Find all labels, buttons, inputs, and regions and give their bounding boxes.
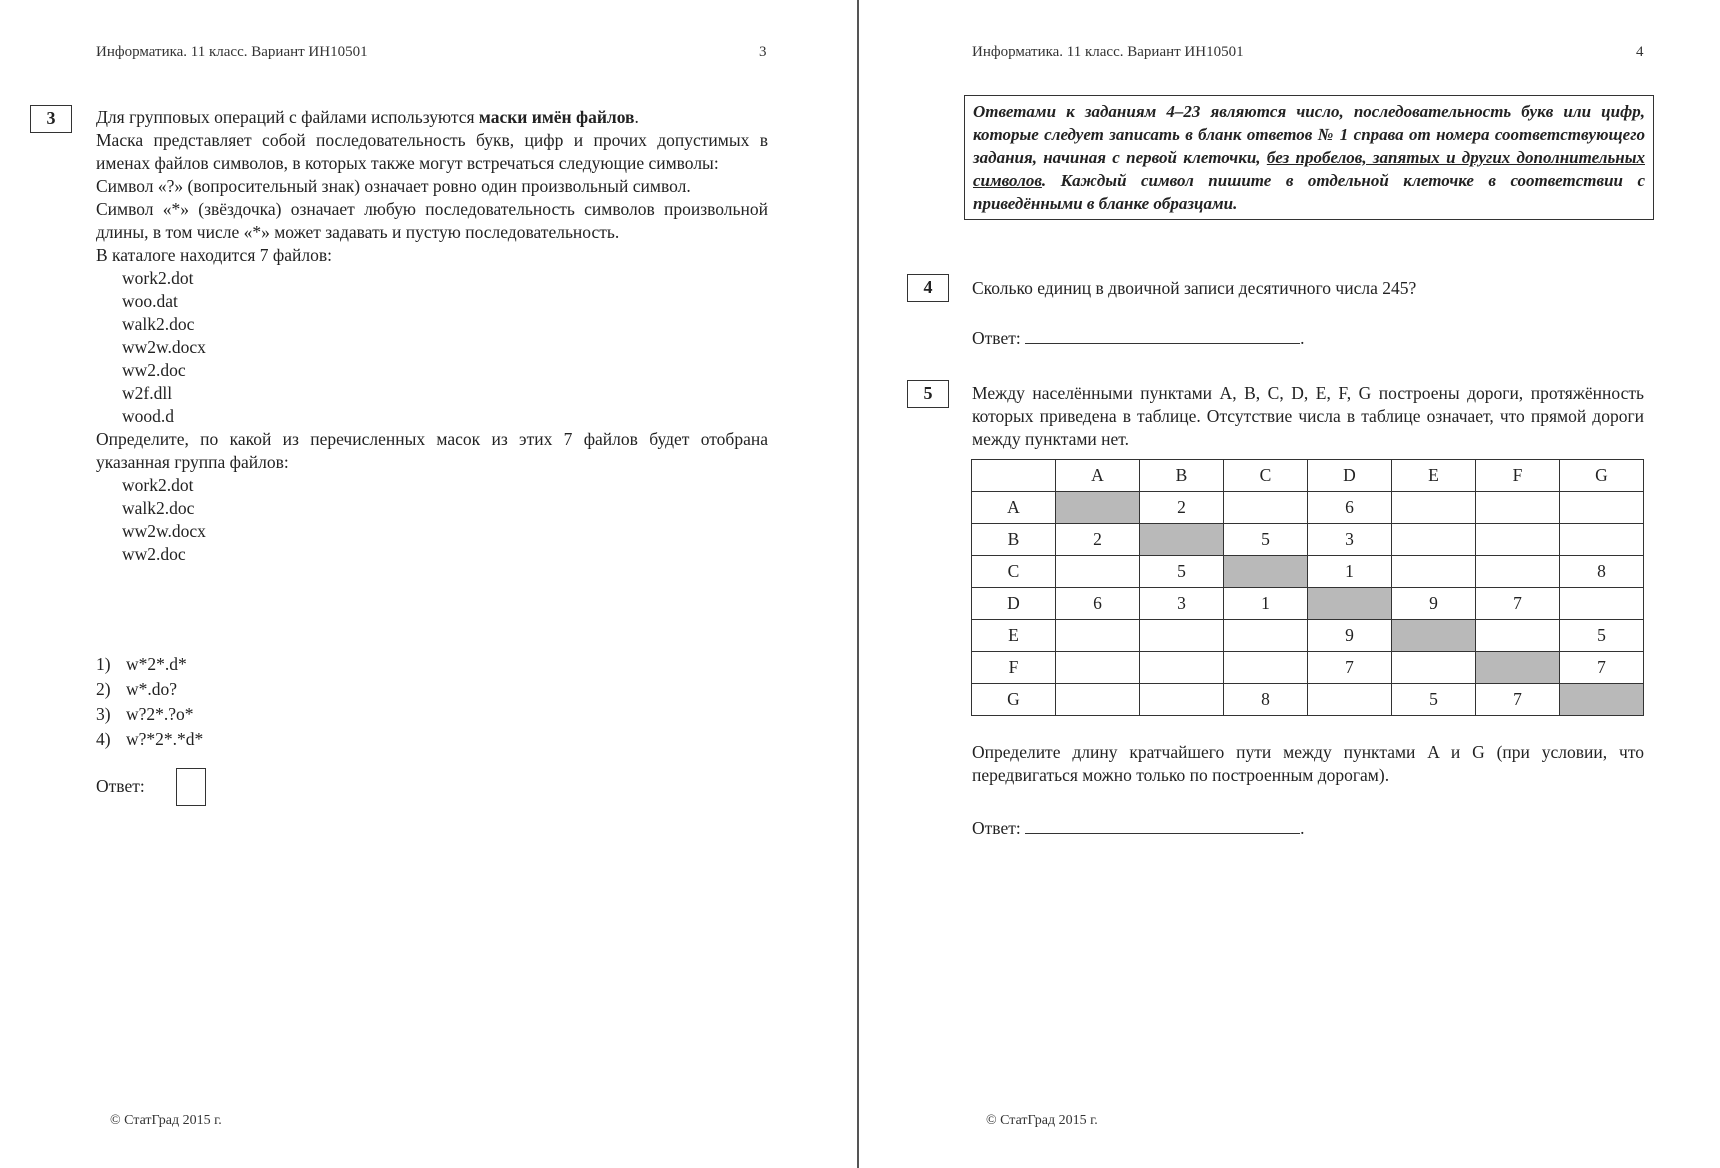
table-cell: 1 bbox=[1308, 556, 1392, 588]
table-row-label: D bbox=[972, 588, 1056, 620]
answer-line[interactable] bbox=[1025, 325, 1300, 344]
table-cell: 7 bbox=[1476, 588, 1560, 620]
table-cell bbox=[1056, 556, 1140, 588]
table-cell bbox=[1476, 556, 1560, 588]
table-cell bbox=[1056, 684, 1140, 716]
table-header-cell: F bbox=[1476, 460, 1560, 492]
table-row-label: C bbox=[972, 556, 1056, 588]
table-cell bbox=[1392, 620, 1476, 652]
table-cell: 8 bbox=[1224, 684, 1308, 716]
table-row bbox=[972, 492, 1644, 524]
selected-file-item: walk2.doc bbox=[122, 498, 195, 518]
table-cell bbox=[1476, 652, 1560, 684]
table-row bbox=[972, 524, 1644, 556]
distance-table bbox=[971, 459, 1644, 716]
file-list-item: work2.dot bbox=[122, 268, 194, 288]
table-header-cell: A bbox=[1056, 460, 1140, 492]
table-cell bbox=[1224, 652, 1308, 684]
table-cell bbox=[1392, 492, 1476, 524]
task-number-box: 3 bbox=[30, 105, 72, 133]
answer-option: 4) w?*2*.*d* bbox=[96, 729, 204, 749]
table-row bbox=[972, 620, 1644, 652]
table-cell bbox=[1560, 684, 1644, 716]
table-cell: 2 bbox=[1140, 492, 1224, 524]
table-cell bbox=[1140, 620, 1224, 652]
task-4-answer: Ответ: . bbox=[972, 325, 1304, 349]
table-row-label: A bbox=[972, 492, 1056, 524]
task-4-question: Сколько единиц в двоичной записи десятичного числа 245? bbox=[972, 278, 1417, 298]
page-divider bbox=[857, 0, 859, 1168]
table-cell bbox=[1140, 524, 1224, 556]
table-cell: 1 bbox=[1224, 588, 1308, 620]
table-row bbox=[972, 652, 1644, 684]
answer-line[interactable] bbox=[1025, 815, 1300, 834]
table-cell bbox=[1476, 620, 1560, 652]
file-list-item: woo.dat bbox=[122, 291, 178, 311]
table-cell bbox=[1224, 620, 1308, 652]
page-left bbox=[0, 0, 858, 1168]
table-cell: 5 bbox=[1560, 620, 1644, 652]
footer-copyright: © СтатГрад 2015 г. bbox=[986, 1113, 1098, 1128]
table-cell bbox=[1476, 492, 1560, 524]
table-cell: 3 bbox=[1140, 588, 1224, 620]
answer-option: 3) w?2*.?o* bbox=[96, 704, 194, 724]
table-row-label: B bbox=[972, 524, 1056, 556]
table-cell: 6 bbox=[1056, 588, 1140, 620]
file-list-item: ww2w.docx bbox=[122, 337, 206, 357]
table-cell: 5 bbox=[1392, 684, 1476, 716]
selected-file-item: ww2w.docx bbox=[122, 521, 206, 541]
table-row-label: E bbox=[972, 620, 1056, 652]
table-cell bbox=[1560, 524, 1644, 556]
answer-label: Ответ: bbox=[96, 776, 145, 796]
table-cell bbox=[1308, 588, 1392, 620]
table-cell bbox=[1560, 492, 1644, 524]
table-cell: 7 bbox=[1560, 652, 1644, 684]
table-header-cell: G bbox=[1560, 460, 1644, 492]
answer-option: 2) w*.do? bbox=[96, 679, 178, 699]
task-5-answer: Ответ: . bbox=[972, 815, 1304, 839]
answer-box[interactable] bbox=[176, 768, 206, 806]
file-list-item: walk2.doc bbox=[122, 314, 195, 334]
table-row bbox=[972, 684, 1644, 716]
table-header-cell: E bbox=[1392, 460, 1476, 492]
table-cell: 7 bbox=[1476, 684, 1560, 716]
page-number: 4 bbox=[1636, 44, 1644, 60]
selected-file-item: work2.dot bbox=[122, 475, 194, 495]
table-cell bbox=[1308, 684, 1392, 716]
file-list-item: ww2.doc bbox=[122, 360, 186, 380]
footer-copyright: © СтатГрад 2015 г. bbox=[110, 1113, 222, 1128]
table-row-label: F bbox=[972, 652, 1056, 684]
table-cell bbox=[1224, 556, 1308, 588]
table-header-cell: B bbox=[1140, 460, 1224, 492]
table-cell bbox=[1056, 652, 1140, 684]
task-3-paragraph: В каталоге находится 7 файлов: bbox=[96, 245, 332, 265]
table-cell: 5 bbox=[1224, 524, 1308, 556]
page-number: 3 bbox=[759, 44, 767, 60]
table-row bbox=[972, 556, 1644, 588]
table-cell: 9 bbox=[1308, 620, 1392, 652]
answer-option: 1) w*2*.d* bbox=[96, 654, 187, 674]
task-3-body bbox=[96, 106, 768, 566]
page-header-title: Информатика. 11 класс. Вариант ИН10501 bbox=[972, 44, 1244, 60]
table-cell bbox=[1140, 684, 1224, 716]
table-cell bbox=[1560, 588, 1644, 620]
table-header-cell: C bbox=[1224, 460, 1308, 492]
table-cell bbox=[1392, 652, 1476, 684]
table-cell bbox=[1056, 620, 1140, 652]
table-cell: 7 bbox=[1308, 652, 1392, 684]
answer-options bbox=[96, 652, 203, 752]
table-cell bbox=[1056, 492, 1140, 524]
file-list-item: w2f.dll bbox=[122, 383, 173, 403]
table-cell bbox=[1224, 492, 1308, 524]
task-3-intro: Для групповых операций с файлами используются маски имён файлов. bbox=[96, 107, 639, 127]
table-header-row bbox=[972, 460, 1644, 492]
task-number-box: 5 bbox=[907, 380, 949, 408]
file-list-item: wood.d bbox=[122, 406, 175, 426]
table-cell bbox=[1392, 524, 1476, 556]
page-header-title: Информатика. 11 класс. Вариант ИН10501 bbox=[96, 44, 368, 60]
table-cell: 5 bbox=[1140, 556, 1224, 588]
task-3-paragraph: Символ «*» (звёздочка) означает любую последовательность символов произвольной длины, в том числе «*» может задавать и пустую последовательность. bbox=[96, 199, 768, 242]
table-cell: 3 bbox=[1308, 524, 1392, 556]
task-5-question-2: Определите длину кратчайшего пути между пунктами A и G (при условии, что передвигаться можно только по построенным дорогам). bbox=[972, 742, 1644, 785]
table-cell: 9 bbox=[1392, 588, 1476, 620]
task-number-box: 4 bbox=[907, 274, 949, 302]
table-header-cell: D bbox=[1308, 460, 1392, 492]
table-cell: 8 bbox=[1560, 556, 1644, 588]
task-3-paragraph: Символ «?» (вопросительный знак) означает ровно один произвольный символ. bbox=[96, 176, 691, 196]
table-cell bbox=[1476, 524, 1560, 556]
task-3-paragraph: Определите, по какой из перечисленных масок из этих 7 файлов будет отобрана указанная группа файлов: bbox=[96, 429, 768, 472]
table-cell bbox=[1140, 652, 1224, 684]
task-5-question: Между населёнными пунктами A, B, C, D, E, F, G построены дороги, протяжённость которых приведена в таблице. Отсутствие числа в таблице означает, что прямой дороги между пунктами нет. bbox=[972, 383, 1644, 449]
selected-file-item: ww2.doc bbox=[122, 544, 186, 564]
table-row-label: G bbox=[972, 684, 1056, 716]
table-cell: 2 bbox=[1056, 524, 1140, 556]
task-3-paragraph: Маска представляет собой последовательность букв, цифр и прочих допустимых в именах файлов символов, в которых также могут встречаться следующие символы: bbox=[96, 130, 768, 173]
instructions-notice: Ответами к заданиям 4–23 являются число, последовательность букв или цифр, которые следует записать в бланк ответов № 1 справа от номера соответствующего задания, начиная с первой клеточки, без пробелов, запятых и других дополнительных символов. Каждый символ пишите в отдельной клеточке в соответствии с приведёнными в бланке образцами. bbox=[964, 95, 1654, 220]
table-cell: 6 bbox=[1308, 492, 1392, 524]
table-cell bbox=[1392, 556, 1476, 588]
table-header-cell bbox=[972, 460, 1056, 492]
table-row bbox=[972, 588, 1644, 620]
page-right bbox=[862, 0, 1720, 1168]
